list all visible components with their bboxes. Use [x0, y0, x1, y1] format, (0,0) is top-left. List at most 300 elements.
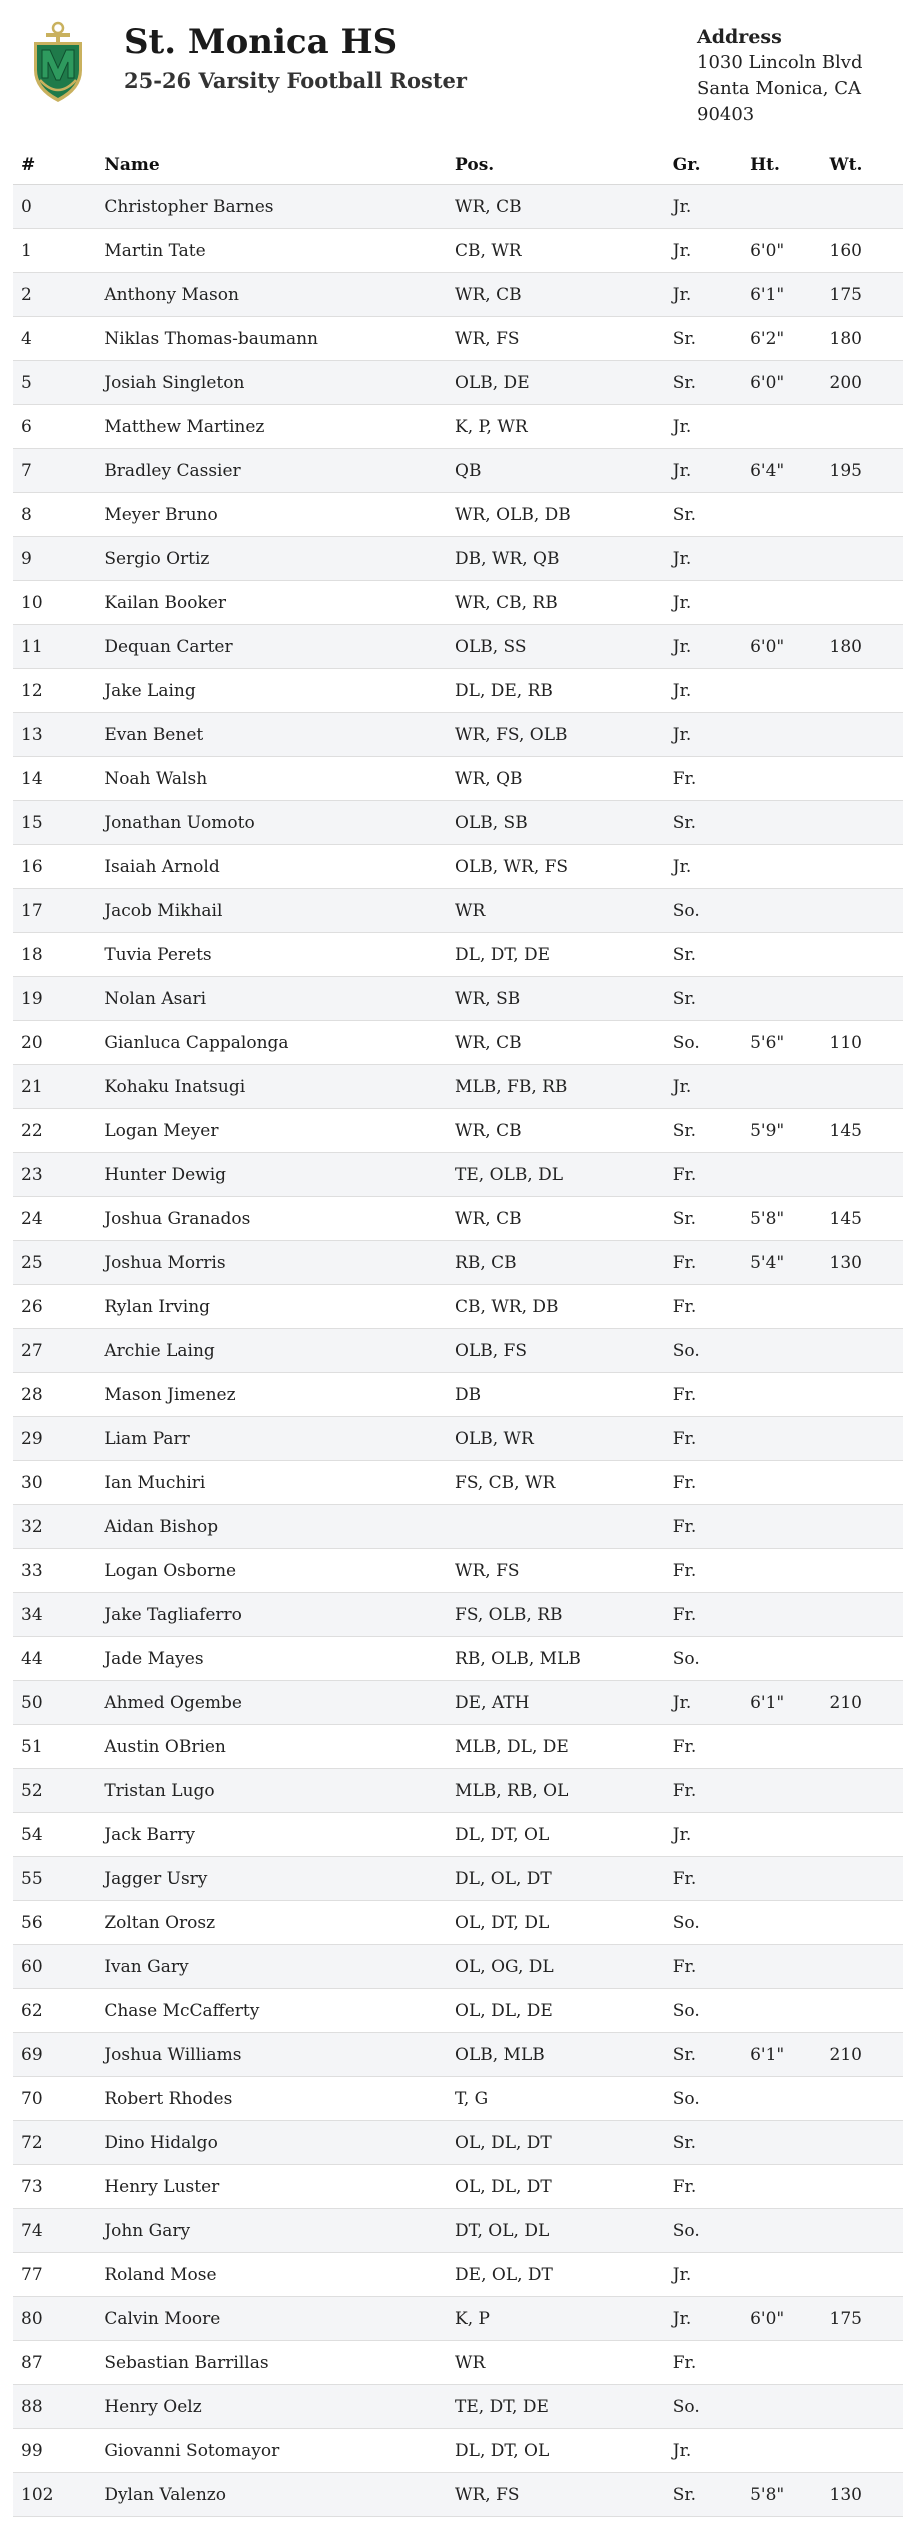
table-row [13, 1945, 903, 1989]
player-position: WR, QB [455, 757, 673, 801]
player-grade: Fr. [673, 1945, 750, 1989]
player-name: Kailan Booker [104, 581, 455, 625]
player-grade: Jr. [673, 625, 750, 669]
player-grade: So. [673, 889, 750, 933]
player-weight [830, 1989, 904, 2033]
table-row [13, 2165, 903, 2209]
player-number: 70 [13, 2077, 104, 2121]
player-name: Jacob Mikhail [104, 889, 455, 933]
player-position: TE, DT, DE [455, 2385, 673, 2429]
player-position: OLB, SS [455, 625, 673, 669]
player-weight [830, 889, 904, 933]
player-position: CB, WR [455, 229, 673, 273]
player-weight [830, 1769, 904, 1813]
player-number: 99 [13, 2429, 104, 2473]
player-position: WR, FS [455, 2473, 673, 2517]
player-grade: Fr. [673, 1373, 750, 1417]
player-position: DL, DE, RB [455, 669, 673, 713]
player-number: 21 [13, 1065, 104, 1109]
player-weight: 145 [830, 1109, 904, 1153]
player-weight [830, 581, 904, 625]
player-weight [830, 1637, 904, 1681]
player-position: OL, DT, DL [455, 1901, 673, 1945]
table-row [13, 1901, 903, 1945]
player-height [750, 493, 829, 537]
player-weight [830, 2209, 904, 2253]
player-grade: Sr. [673, 2473, 750, 2517]
player-name: Dylan Valenzo [104, 2473, 455, 2517]
player-position: WR, SB [455, 977, 673, 1021]
player-number: 52 [13, 1769, 104, 1813]
player-grade: Jr. [673, 2297, 750, 2341]
player-name: Logan Meyer [104, 1109, 455, 1153]
table-row [13, 1417, 903, 1461]
player-grade: Jr. [673, 1813, 750, 1857]
player-height [750, 801, 829, 845]
player-height [750, 1593, 829, 1637]
player-height [750, 405, 829, 449]
address-block [697, 24, 916, 128]
player-number: 30 [13, 1461, 104, 1505]
player-position: K, P, WR [455, 405, 673, 449]
player-number: 44 [13, 1637, 104, 1681]
player-weight: 175 [830, 273, 904, 317]
player-name: Jagger Usry [104, 1857, 455, 1901]
table-row [13, 493, 903, 537]
player-position: WR [455, 2341, 673, 2385]
player-weight [830, 405, 904, 449]
player-position: OLB, WR, FS [455, 845, 673, 889]
player-number: 28 [13, 1373, 104, 1417]
table-row [13, 1505, 903, 1549]
player-position: DB [455, 1373, 673, 1417]
player-number: 77 [13, 2253, 104, 2297]
player-number: 1 [13, 229, 104, 273]
column-header-number: # [13, 146, 104, 185]
player-name: Austin OBrien [104, 1725, 455, 1769]
player-name: Anthony Mason [104, 273, 455, 317]
player-grade: Jr. [673, 1681, 750, 1725]
player-height [750, 1065, 829, 1109]
player-weight [830, 1373, 904, 1417]
player-weight [830, 1813, 904, 1857]
player-number: 55 [13, 1857, 104, 1901]
player-name: Ian Muchiri [104, 1461, 455, 1505]
column-header-height: Ht. [750, 146, 829, 185]
table-row [13, 1813, 903, 1857]
player-grade: Sr. [673, 933, 750, 977]
player-weight: 195 [830, 449, 904, 493]
table-row [13, 273, 903, 317]
player-position: OLB, WR [455, 1417, 673, 1461]
player-height [750, 2253, 829, 2297]
player-weight [830, 933, 904, 977]
player-position: OL, DL, DE [455, 1989, 673, 2033]
player-height: 6'0" [750, 2297, 829, 2341]
table-row [13, 2473, 903, 2517]
page-header [0, 0, 916, 125]
player-grade: Fr. [673, 1725, 750, 1769]
table-row [13, 1725, 903, 1769]
player-position: WR, CB [455, 1197, 673, 1241]
player-weight: 175 [830, 2297, 904, 2341]
player-weight [830, 757, 904, 801]
player-height [750, 2385, 829, 2429]
player-name: Christopher Barnes [104, 185, 455, 229]
table-row [13, 1637, 903, 1681]
column-header-position: Pos. [455, 146, 673, 185]
player-number: 22 [13, 1109, 104, 1153]
table-row [13, 1021, 903, 1065]
player-grade: Sr. [673, 2121, 750, 2165]
player-number: 60 [13, 1945, 104, 1989]
player-number: 50 [13, 1681, 104, 1725]
player-position: DL, DT, OL [455, 2429, 673, 2473]
player-number: 69 [13, 2033, 104, 2077]
player-grade: Fr. [673, 1593, 750, 1637]
player-name: Dino Hidalgo [104, 2121, 455, 2165]
player-number: 24 [13, 1197, 104, 1241]
table-row [13, 1153, 903, 1197]
player-weight: 160 [830, 229, 904, 273]
player-number: 8 [13, 493, 104, 537]
player-grade: Sr. [673, 361, 750, 405]
player-weight [830, 1417, 904, 1461]
player-weight [830, 1329, 904, 1373]
player-grade: Fr. [673, 1461, 750, 1505]
player-weight: 110 [830, 1021, 904, 1065]
player-position: OL, DL, DT [455, 2121, 673, 2165]
table-row [13, 933, 903, 977]
player-grade: Sr. [673, 801, 750, 845]
player-height [750, 2165, 829, 2209]
player-grade: Jr. [673, 2253, 750, 2297]
player-grade: Jr. [673, 449, 750, 493]
player-position: DB, WR, QB [455, 537, 673, 581]
table-row [13, 2429, 903, 2473]
player-name: Joshua Granados [104, 1197, 455, 1241]
player-grade: Sr. [673, 1109, 750, 1153]
player-grade: Sr. [673, 1197, 750, 1241]
player-height [750, 1637, 829, 1681]
player-grade: Fr. [673, 1417, 750, 1461]
player-number: 17 [13, 889, 104, 933]
player-name: Niklas Thomas-baumann [104, 317, 455, 361]
player-grade: So. [673, 1329, 750, 1373]
player-position: OLB, MLB [455, 2033, 673, 2077]
player-number: 14 [13, 757, 104, 801]
player-number: 9 [13, 537, 104, 581]
school-shield-logo-icon [26, 20, 90, 104]
player-weight [830, 1725, 904, 1769]
player-position: DL, DT, OL [455, 1813, 673, 1857]
player-position: DE, ATH [455, 1681, 673, 1725]
player-position: K, P [455, 2297, 673, 2341]
player-name: Dequan Carter [104, 625, 455, 669]
player-name: Isaiah Arnold [104, 845, 455, 889]
player-height [750, 185, 829, 229]
player-grade: Sr. [673, 2033, 750, 2077]
player-position: WR [455, 889, 673, 933]
player-height [750, 1901, 829, 1945]
player-height [750, 581, 829, 625]
player-number: 72 [13, 2121, 104, 2165]
table-row [13, 2385, 903, 2429]
player-number: 7 [13, 449, 104, 493]
player-height [750, 977, 829, 1021]
player-height: 6'0" [750, 625, 829, 669]
player-position: WR, CB [455, 273, 673, 317]
player-weight: 180 [830, 317, 904, 361]
player-position: DL, DT, DE [455, 933, 673, 977]
player-name: Roland Mose [104, 2253, 455, 2297]
player-weight: 210 [830, 2033, 904, 2077]
player-weight [830, 1285, 904, 1329]
player-name: Joshua Williams [104, 2033, 455, 2077]
player-weight [830, 2341, 904, 2385]
player-number: 16 [13, 845, 104, 889]
player-grade: Jr. [673, 713, 750, 757]
player-position: FS, OLB, RB [455, 1593, 673, 1637]
table-row [13, 317, 903, 361]
table-row [13, 625, 903, 669]
table-row [13, 1681, 903, 1725]
roster-subtitle: 25-26 Varsity Football Roster [124, 68, 467, 93]
player-grade: Fr. [673, 1857, 750, 1901]
player-grade: Fr. [673, 1549, 750, 1593]
roster-table [13, 146, 903, 2517]
table-row [13, 801, 903, 845]
player-grade: So. [673, 1901, 750, 1945]
table-header-row [13, 146, 903, 185]
player-position: TE, OLB, DL [455, 1153, 673, 1197]
player-number: 29 [13, 1417, 104, 1461]
player-height [750, 537, 829, 581]
player-height: 6'1" [750, 273, 829, 317]
player-weight [830, 713, 904, 757]
player-height [750, 1857, 829, 1901]
player-name: Kohaku Inatsugi [104, 1065, 455, 1109]
player-grade: Fr. [673, 1285, 750, 1329]
player-position: WR, CB, RB [455, 581, 673, 625]
column-header-weight: Wt. [830, 146, 904, 185]
player-weight [830, 1505, 904, 1549]
player-name: Meyer Bruno [104, 493, 455, 537]
player-position: WR, OLB, DB [455, 493, 673, 537]
player-grade: Jr. [673, 537, 750, 581]
player-weight [830, 1857, 904, 1901]
player-weight [830, 1945, 904, 1989]
column-header-grade: Gr. [673, 146, 750, 185]
table-row [13, 1989, 903, 2033]
player-name: Nolan Asari [104, 977, 455, 1021]
table-row [13, 185, 903, 229]
player-grade: So. [673, 1637, 750, 1681]
player-name: Matthew Martinez [104, 405, 455, 449]
table-row [13, 2121, 903, 2165]
player-position: MLB, DL, DE [455, 1725, 673, 1769]
address-line-1: 1030 Lincoln Blvd [697, 52, 863, 73]
player-name: Jade Mayes [104, 1637, 455, 1681]
table-row [13, 1197, 903, 1241]
player-height [750, 1417, 829, 1461]
player-position: WR, FS, OLB [455, 713, 673, 757]
player-height [750, 2341, 829, 2385]
player-grade: Fr. [673, 1153, 750, 1197]
player-number: 5 [13, 361, 104, 405]
table-row [13, 1857, 903, 1901]
player-grade: So. [673, 1021, 750, 1065]
player-name: Evan Benet [104, 713, 455, 757]
player-height: 5'9" [750, 1109, 829, 1153]
player-height: 6'4" [750, 449, 829, 493]
player-height: 5'6" [750, 1021, 829, 1065]
table-row [13, 2033, 903, 2077]
player-number: 2 [13, 273, 104, 317]
player-position: QB [455, 449, 673, 493]
player-name: Mason Jimenez [104, 1373, 455, 1417]
player-weight [830, 1901, 904, 1945]
table-row [13, 1241, 903, 1285]
player-height [750, 2209, 829, 2253]
table-row [13, 537, 903, 581]
player-height [750, 1813, 829, 1857]
player-position: WR, CB [455, 1021, 673, 1065]
player-position: OLB, DE [455, 361, 673, 405]
table-row [13, 2297, 903, 2341]
player-name: Rylan Irving [104, 1285, 455, 1329]
player-name: Logan Osborne [104, 1549, 455, 1593]
player-weight [830, 977, 904, 1021]
player-position: DE, OL, DT [455, 2253, 673, 2297]
player-height [750, 757, 829, 801]
player-name: Jake Tagliaferro [104, 1593, 455, 1637]
player-name: Joshua Morris [104, 1241, 455, 1285]
player-grade: Fr. [673, 1505, 750, 1549]
player-position: MLB, FB, RB [455, 1065, 673, 1109]
address-line-2: Santa Monica, CA 90403 [697, 78, 861, 125]
player-name: Gianluca Cappalonga [104, 1021, 455, 1065]
table-row [13, 2341, 903, 2385]
player-name: Bradley Cassier [104, 449, 455, 493]
player-height [750, 933, 829, 977]
player-grade: Jr. [673, 2429, 750, 2473]
player-height: 5'8" [750, 2473, 829, 2517]
player-name: Sebastian Barrillas [104, 2341, 455, 2385]
player-height: 5'8" [750, 1197, 829, 1241]
player-name: Aidan Bishop [104, 1505, 455, 1549]
player-number: 12 [13, 669, 104, 713]
player-number: 74 [13, 2209, 104, 2253]
table-row [13, 449, 903, 493]
table-row [13, 1549, 903, 1593]
player-grade: So. [673, 2209, 750, 2253]
player-weight [830, 185, 904, 229]
player-height [750, 1945, 829, 1989]
player-height [750, 1329, 829, 1373]
player-name: Archie Laing [104, 1329, 455, 1373]
table-row [13, 1593, 903, 1637]
player-number: 56 [13, 1901, 104, 1945]
table-row [13, 361, 903, 405]
player-weight: 130 [830, 1241, 904, 1285]
player-name: Josiah Singleton [104, 361, 455, 405]
player-position: WR, CB [455, 1109, 673, 1153]
player-grade: Jr. [673, 405, 750, 449]
player-weight [830, 2077, 904, 2121]
player-name: Calvin Moore [104, 2297, 455, 2341]
player-grade: Sr. [673, 977, 750, 1021]
player-height: 6'1" [750, 2033, 829, 2077]
player-weight [830, 2385, 904, 2429]
player-weight [830, 2429, 904, 2473]
player-height: 6'2" [750, 317, 829, 361]
player-number: 6 [13, 405, 104, 449]
player-weight: 130 [830, 2473, 904, 2517]
player-name: Henry Luster [104, 2165, 455, 2209]
player-number: 25 [13, 1241, 104, 1285]
player-height [750, 1505, 829, 1549]
player-name: Jack Barry [104, 1813, 455, 1857]
player-weight: 145 [830, 1197, 904, 1241]
table-row [13, 889, 903, 933]
player-position: DL, OL, DT [455, 1857, 673, 1901]
player-position: CB, WR, DB [455, 1285, 673, 1329]
player-number: 23 [13, 1153, 104, 1197]
player-grade: Jr. [673, 273, 750, 317]
player-number: 20 [13, 1021, 104, 1065]
table-row [13, 1065, 903, 1109]
player-position: T, G [455, 2077, 673, 2121]
player-number: 27 [13, 1329, 104, 1373]
player-height [750, 1769, 829, 1813]
player-weight [830, 537, 904, 581]
player-height [750, 1373, 829, 1417]
school-name: St. Monica HS [124, 22, 398, 62]
player-grade: Sr. [673, 317, 750, 361]
address-heading: Address [697, 26, 782, 48]
player-number: 11 [13, 625, 104, 669]
player-number: 33 [13, 1549, 104, 1593]
player-number: 88 [13, 2385, 104, 2429]
player-number: 32 [13, 1505, 104, 1549]
player-weight [830, 2121, 904, 2165]
player-weight: 200 [830, 361, 904, 405]
player-name: Tristan Lugo [104, 1769, 455, 1813]
player-height: 5'4" [750, 1241, 829, 1285]
player-grade: Jr. [673, 185, 750, 229]
player-weight [830, 2165, 904, 2209]
player-name: John Gary [104, 2209, 455, 2253]
player-number: 10 [13, 581, 104, 625]
player-grade: Fr. [673, 1769, 750, 1813]
player-number: 73 [13, 2165, 104, 2209]
table-row [13, 713, 903, 757]
player-name: Ivan Gary [104, 1945, 455, 1989]
player-grade: Fr. [673, 757, 750, 801]
player-position: WR, CB [455, 185, 673, 229]
player-weight [830, 1461, 904, 1505]
table-row [13, 977, 903, 1021]
table-row [13, 669, 903, 713]
player-height [750, 713, 829, 757]
player-name: Liam Parr [104, 1417, 455, 1461]
player-name: Tuvia Perets [104, 933, 455, 977]
player-position: OLB, FS [455, 1329, 673, 1373]
player-grade: Fr. [673, 2341, 750, 2385]
player-weight: 180 [830, 625, 904, 669]
table-row [13, 845, 903, 889]
